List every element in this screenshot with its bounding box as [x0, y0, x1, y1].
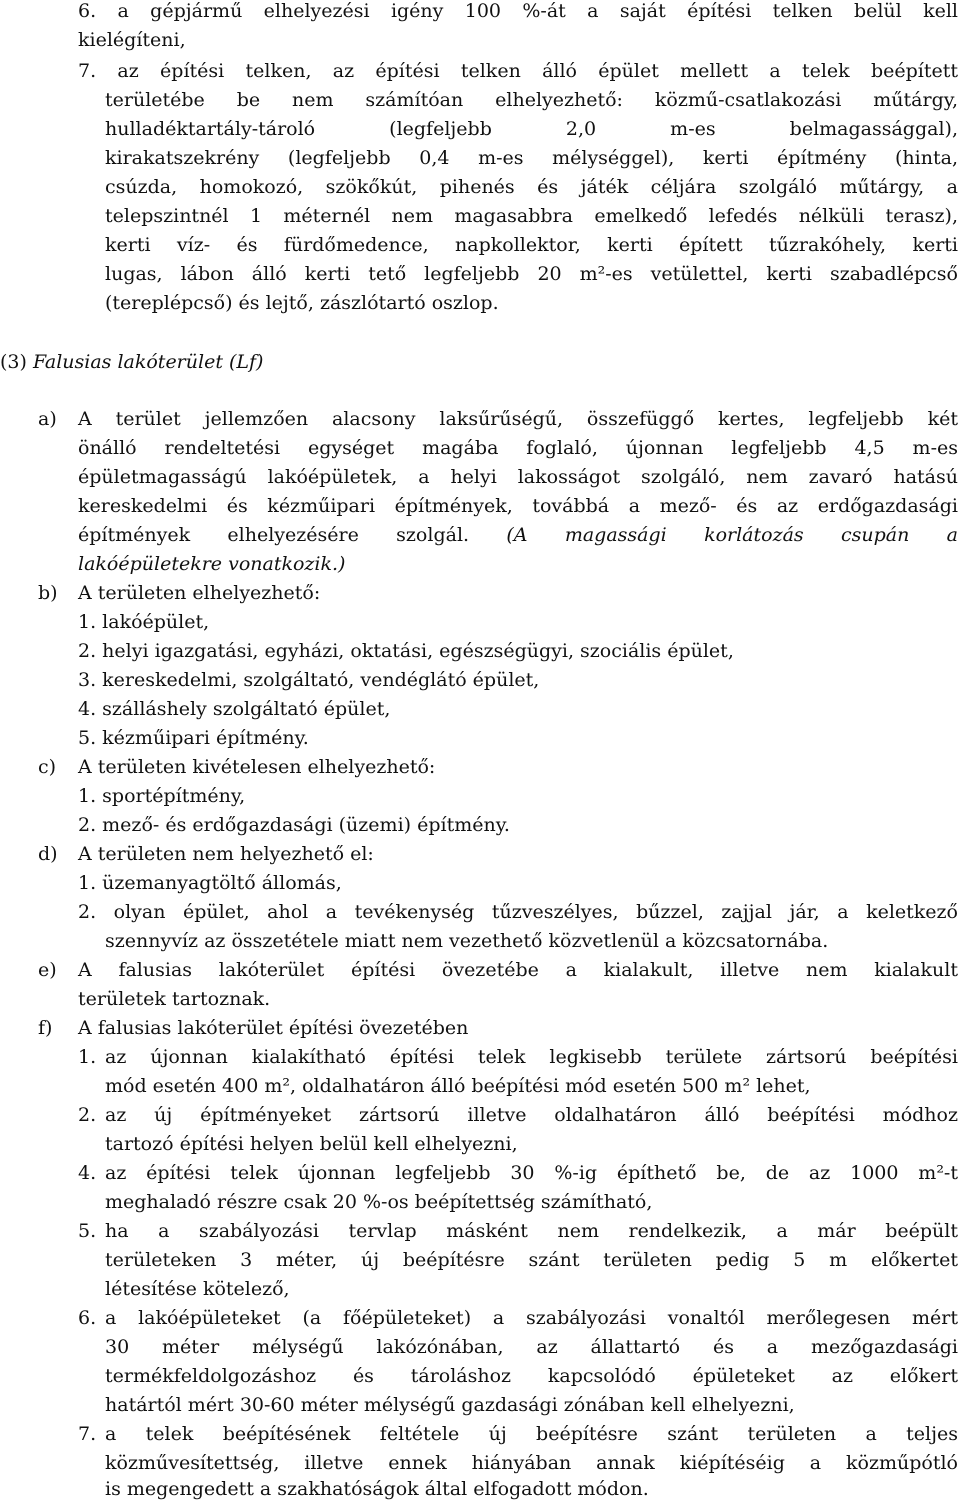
- para-f-item-5-line-3: létesítése kötelező,: [105, 1278, 290, 1300]
- para-a-line-5: építmények elhelyezésére szolgál. (A magassági korlátozás csupán a: [78, 524, 958, 546]
- para-b-item-5: 5. kézműipari építmény.: [78, 727, 309, 749]
- prev-item-7-line-3: hulladéktartály-tároló (legfeljebb 2,0 m-es belmagassággal),: [105, 118, 958, 140]
- para-f-item-1-num: 1.: [78, 1046, 97, 1068]
- para-c-item-2: 2. mező- és erdőgazdasági (üzemi) építmény.: [78, 814, 510, 836]
- para-f-item-7-line-1: a telek beépítésének feltétele új beépítésre szánt területen a teljes: [105, 1423, 958, 1445]
- para-f-item-4-line-2: meghaladó részre csak 20 %-os beépítettség számítható,: [105, 1191, 653, 1213]
- para-f-item-5-num: 5.: [78, 1220, 97, 1242]
- prev-item-7-line-2: területébe be nem számítóan elhelyezhető: közmű-csatlakozási műtárgy,: [105, 89, 958, 111]
- para-a-line-4: kereskedelmi és kézműipari építmények, továbbá a mező- és az erdőgazdasági: [78, 495, 958, 517]
- para-f-item-5-line-2: területeken 3 méter, új beépítésre szánt területen pedig 5 m előkertet: [105, 1249, 958, 1271]
- para-f-item-2-num: 2.: [78, 1104, 97, 1126]
- section-heading: [0, 348, 263, 377]
- para-f-item-5-line-1: ha a szabályozási tervlap másként nem rendelkezik, a már beépült: [105, 1220, 958, 1242]
- para-f-item-7-line-2: közművesítettség, illetve ennek hiányában annak kiépítéséig a közműpótló: [105, 1452, 958, 1474]
- para-b-item-2: 2. helyi igazgatási, egyházi, oktatási, egészségügyi, szociális épület,: [78, 640, 734, 662]
- para-a-line-3: épületmagasságú lakóépületek, a helyi lakosságot szolgáló, nem zavaró hatású: [78, 466, 958, 488]
- para-f-item-2-line-1: az új építményeket zártsorú illetve oldalhatáron álló beépítési módhoz: [105, 1104, 958, 1126]
- para-e-line-1: A falusias lakóterület építési övezetébe a kialakult, illetve nem kialakult: [78, 959, 958, 981]
- prev-item-7-line-5: csúzda, homokozó, szökőkút, pihenés és játék céljára szolgáló műtárgy, a: [105, 176, 958, 198]
- para-c-text: A területen kivételesen elhelyezhető:: [78, 756, 436, 778]
- para-b-label: b): [38, 582, 58, 604]
- para-f-item-6-line-1: a lakóépületeket (a főépületeket) a szabályozási vonaltól merőlegesen mért: [105, 1307, 958, 1329]
- para-e-label: e): [38, 959, 57, 981]
- para-d-item-2-line-1: 2. olyan épület, ahol a tevékenység tűzveszélyes, bűzzel, zajjal jár, a keletkező: [78, 901, 958, 923]
- para-f-text: A falusias lakóterület építési övezetében: [78, 1017, 469, 1039]
- para-f-item-4-num: 4.: [78, 1162, 97, 1184]
- section-number: (3): [0, 351, 27, 373]
- para-b-text: A területen elhelyezhető:: [78, 582, 321, 604]
- para-f-item-2-line-2: tartozó építési helyen belül kell elhelyezni,: [105, 1133, 518, 1155]
- section-title: Falusias lakóterület (Lf): [32, 351, 264, 373]
- prev-item-7-line-1: 7. az építési telken, az építési telken álló épület mellett a telek beépített: [78, 60, 958, 82]
- para-c-label: c): [38, 756, 57, 778]
- para-c-item-1: 1. sportépítmény,: [78, 785, 246, 807]
- para-b-item-4: 4. szálláshely szolgáltató épület,: [78, 698, 391, 720]
- para-f-item-6-line-4: határtól mért 30-60 méter mélységű gazdasági zónában kell elhelyezni,: [105, 1394, 795, 1416]
- prev-item-7-line-8: lugas, lábon álló kerti tető legfeljebb 20 m²-es vetülettel, kerti szabadlépcső: [105, 263, 958, 285]
- prev-item-6-line-1: 6. a gépjármű elhelyezési igény 100 %-át a saját építési telken belül kell: [78, 0, 958, 22]
- para-f-label: f): [38, 1017, 53, 1039]
- para-f-item-1-line-2: mód esetén 400 m², oldalhatáron álló beépítési mód esetén 500 m² lehet,: [105, 1075, 811, 1097]
- para-f-item-7-num: 7.: [78, 1423, 97, 1445]
- para-a-line-1: A terület jellemzően alacsony laksűrűségű, összefüggő kertes, legfeljebb két: [78, 408, 958, 430]
- prev-item-6-line-2: kielégíteni,: [78, 29, 186, 51]
- para-a-label: a): [38, 408, 57, 430]
- para-d-label: d): [38, 843, 58, 865]
- para-a-line-6: lakóépületekre vonatkozik.): [78, 553, 346, 575]
- para-b-item-3: 3. kereskedelmi, szolgáltató, vendéglátó épület,: [78, 669, 540, 691]
- para-f-item-6-num: 6.: [78, 1307, 97, 1329]
- para-d-text: A területen nem helyezhető el:: [78, 843, 374, 865]
- para-d-item-2-line-2: szennyvíz az összetétele miatt nem vezethető közvetlenül a közcsatornába.: [105, 930, 829, 952]
- prev-item-7-line-6: telepszintnél 1 méternél nem magasabbra emelkedő lefedés nélküli terasz),: [105, 205, 958, 227]
- para-f-item-1-line-1: az újonnan kialakítható építési telek legkisebb területe zártsorú beépítési: [105, 1046, 958, 1068]
- prev-item-7-line-7: kerti víz- és fürdőmedence, napkollektor, kerti épített tűzrakóhely, kerti: [105, 234, 958, 256]
- para-e-line-2: területek tartoznak.: [78, 988, 271, 1010]
- prev-item-7-line-4: kirakatszekrény (legfeljebb 0,4 m-es mélységgel), kerti építmény (hinta,: [105, 147, 958, 169]
- para-f-item-7-line-3: is megengedett a szakhatóságok által elfogadott módon.: [105, 1478, 649, 1500]
- para-f-item-4-line-1: az építési telek újonnan legfeljebb 30 %-ig építhető be, de az 1000 m²-t: [105, 1162, 958, 1184]
- para-f-item-6-line-3: termékfeldolgozáshoz és tároláshoz kapcsolódó épületeket az előkert: [105, 1365, 958, 1387]
- para-f-item-6-line-2: 30 méter mélységű lakózónában, az állattartó és a mezőgazdasági: [105, 1336, 958, 1358]
- prev-item-7-line-9: (tereplépcső) és lejtő, zászlótartó oszlop.: [105, 292, 499, 314]
- para-b-item-1: 1. lakóépület,: [78, 611, 210, 633]
- para-a-line-2: önálló rendeltetési egységet magába foglaló, újonnan legfeljebb 4,5 m-es: [78, 437, 958, 459]
- para-d-item-1: 1. üzemanyagtöltő állomás,: [78, 872, 342, 894]
